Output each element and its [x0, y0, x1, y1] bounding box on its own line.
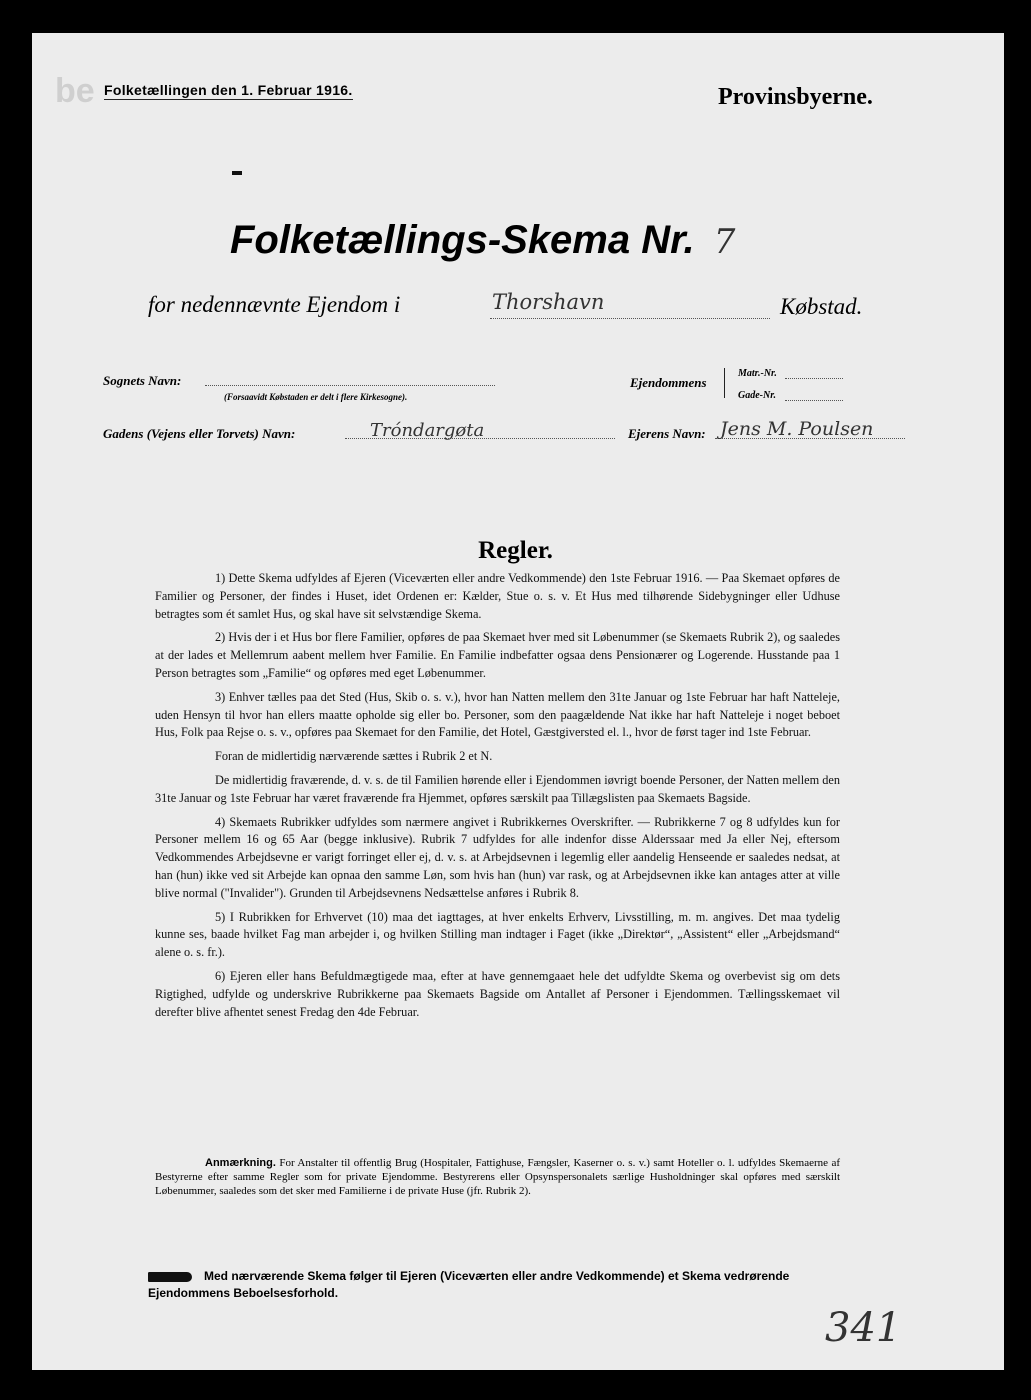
remark	[155, 1156, 840, 1198]
rule-6: 6) Ejeren eller hans Befuldmægtigede maa, efter at have gennemgaaet hele det udfyldte Skema og overbevist sig om dets Rigtighed, udfylde og underskrive Rubrikkerne paa Skemaets Bagside om Antallet af Personer i Ejendommen. Tællingsskemaet vil derefter blive afhentet senest Fredag den 4de Februar.	[155, 968, 840, 1019]
rule-2: 2) Hvis der i et Hus bor flere Familier, opføres de paa Skemaet hver med sit Løbenummer (se Skemaets Rubrik 2), og saaledes at der lades et Mellemrum aabent mellem hver Familie. En Familie indbefatter ogsaa dens Pensionærer og Logerende. Husstande paa 1 Person betragtes som „Familie“ og opføres med eget Løbenummer.	[155, 630, 840, 680]
form-title-text: Folketællings-Skema Nr.	[230, 218, 695, 262]
page-number: 341	[825, 1305, 902, 1351]
remark-label: Anmærkning.	[205, 1157, 276, 1169]
town-line	[490, 318, 770, 319]
brace	[724, 368, 727, 398]
matr-label: Matr.-Nr.	[738, 368, 777, 379]
parish-note: (Forsaavidt Købstaden er delt i flere Kirkesogne).	[224, 392, 408, 402]
town-value: Thorshavn	[492, 290, 605, 314]
ink-mark	[232, 171, 242, 175]
gade-nr-line	[785, 400, 843, 401]
owner-label: Ejerens Navn:	[628, 426, 706, 441]
parish-line	[205, 385, 495, 386]
rule-3c: De midlertidig fraværende, d. v. s. de til Familien hørende eller i Ejendommen iøvrigt boende Personer, der Natten mellem den 31te Januar og 1ste Februar har været fraværende fra Hjemmet, opføres særskilt paa Tillægslisten paa Skemaets Bagside.	[155, 772, 840, 805]
rules-heading: Regler.	[478, 537, 553, 564]
matr-line	[785, 378, 843, 379]
rule-5: 5) I Rubrikken for Erhvervet (10) maa det iagttages, at hver enkelts Erhverv, Livsstilling, m. m. angives. Det maa tydelig kunne ses, baade hvilket Fag man arbejder i, og hvilken Stilling man indtager i Faget (ikke „Direktør“, „Assistent“ eller „Arbejdsmand“ alene o. s. fr.).	[155, 909, 840, 960]
footer-note	[148, 1268, 838, 1302]
rule-1: 1) Dette Skema udfyldes af Ejeren (Viceværten eller andre Vedkommende) den 1ste Februar 1916. — Paa Skemaet opføres de Familier og Personer, der findes i Huset, idet Ordenen er: Kælder, Stue o. s. v. Et Hus med tilhørende Sidebygninger eller Udhuse betragtes som ét samlet Hus, og skal have sit selvstændige Skema.	[155, 571, 840, 621]
footer-text: Med nærværende Skema følger til Ejeren (Viceværten eller andre Vedkommende) et Skema vedrørende Ejendommens Beboelsesforhold.	[148, 1269, 790, 1300]
pointing-hand-icon	[148, 1272, 192, 1282]
gade-nr-label: Gade-Nr.	[738, 390, 777, 401]
form-title	[230, 218, 735, 263]
parish-label: Sognets Navn:	[103, 373, 182, 388]
rule-3b: Foran de midlertidig nærværende sættes i Rubrik 2 et N.	[215, 749, 493, 764]
property-label: Ejendommens	[630, 375, 707, 390]
region-header: Provinsbyerne.	[718, 84, 873, 110]
street-label: Gadens (Vejens eller Torvets) Navn:	[103, 426, 296, 441]
census-header: Folketællingen den 1. Februar 1916.	[104, 82, 353, 98]
archive-stamp: be	[55, 72, 95, 110]
rule-4: 4) Skemaets Rubrikker udfyldes som nærmere angivet i Rubrikkernes Overskrifter. — Rubrikkerne 7 og 8 udfyldes kun for Personer mellem 16 og 65 Aar (begge inklusive). Rubrik 7 udfyldes for alle indenfor disse Alderssaar med Ja eller Nej, eftersom Vedkommendes Arbejdsevne er varigt forringet eller ej, d. v. s. at Arbejdsevnen i legemlig eller aandelig Henseende er saaledes nedsat, at han (hun) ikke ved sit Arbejde kan opnaa den samme Løn, som hvis han (hun) var rask, og at Arbejdsevnen ikke kan antages atter at ville blive normal ("Invalider"). Grunden til Arbejdsevnens Nedsættelse anføres i Rubrik 8.	[155, 814, 840, 900]
remark-text: For Anstalter til offentlig Brug (Hospitaler, Fattighuse, Fængsler, Kaserner o. s. v.) samt Hoteller o. l. udfyldes Skemaerne af Bestyrerne efter samme Regler som for private Ejendomme. Bestyrerens eller Opsynspersonalets særlige Husholdninger skal opføres med særskilt Løbenummer, saaledes som det sker med Familierne i de private Huse (jfr. Rubrik 2).	[155, 1157, 840, 1197]
subtitle-prefix: for nedennævnte Ejendom i	[148, 292, 401, 317]
form-number: 7	[713, 222, 736, 262]
rule-3: 3) Enhver tælles paa det Sted (Hus, Skib o. s. v.), hvor han Natten mellem den 31te Januar og 1ste Februar har haft Natteleje, uden Hensyn til hvor han ellers maatte opholde sig eller bo. Personer, som den paagældende Nat ikke har haft Natteleje i noget beboet Hus, Folk paa Rejse o. s. v., opføres paa Skemaet for den Familie, det Hotel, Gæstgiversted el. l., hvor de først tager ind 1ste Februar.	[155, 689, 840, 740]
subtitle-suffix: Købstad.	[780, 294, 863, 319]
owner-value: Jens M. Poulsen	[720, 418, 874, 440]
street-value: Tróndargøta	[370, 420, 485, 441]
rules-body	[155, 570, 840, 1027]
